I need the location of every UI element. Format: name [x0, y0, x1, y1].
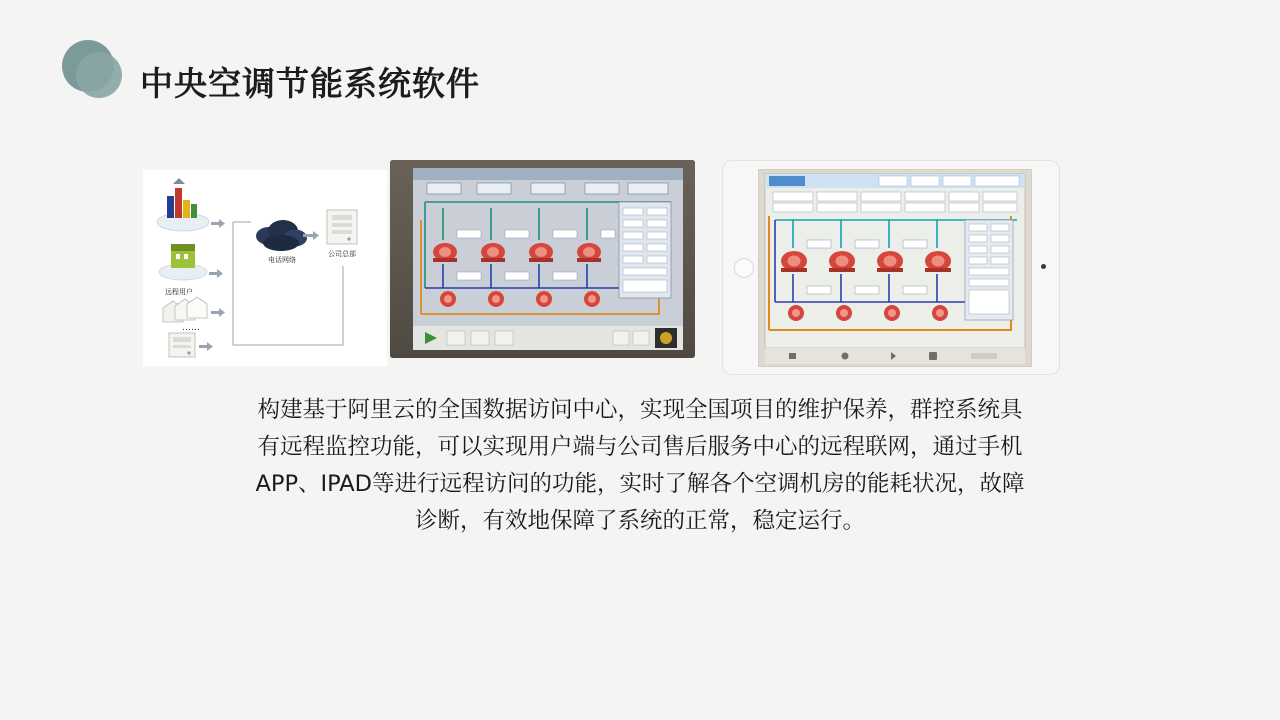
caption-line-1: 构建基于阿里云的全国数据访问中心，实现全国项目的维护保养，群控系统具	[257, 397, 1023, 423]
network-topology-diagram	[143, 170, 387, 366]
svg-text:……: ……	[182, 323, 200, 333]
figure-row	[0, 160, 1280, 375]
caption-line-4: 诊断，有效地保障了系统的正常，稳定运行。	[414, 508, 865, 534]
tablet-home-button-icon	[734, 258, 754, 278]
tablet-camera-icon	[1041, 264, 1046, 269]
logo-circle-front	[76, 52, 122, 98]
svg-text:公司总部: 公司总部	[328, 250, 356, 258]
overlapping-circles-logo-icon	[62, 40, 124, 102]
caption-text	[190, 392, 1090, 540]
slide-header	[0, 0, 1280, 140]
tablet-hmi-screenshot	[722, 160, 1060, 375]
phone-screen	[413, 168, 683, 350]
tablet-screen	[758, 169, 1032, 367]
svg-text:远程用户: 远程用户	[165, 288, 193, 296]
page-title: 中央空调节能系统软件	[140, 65, 480, 102]
svg-text:电话网络: 电话网络	[268, 256, 296, 264]
caption-line-3: APP、IPAD等进行远程访问的功能，实时了解各个空调机房的能耗状况，故障	[255, 471, 1025, 497]
caption-line-2: 有远程监控功能，可以实现用户端与公司售后服务中心的远程联网，通过手机	[257, 434, 1023, 460]
mobile-phone-hmi-screenshot	[390, 160, 695, 358]
